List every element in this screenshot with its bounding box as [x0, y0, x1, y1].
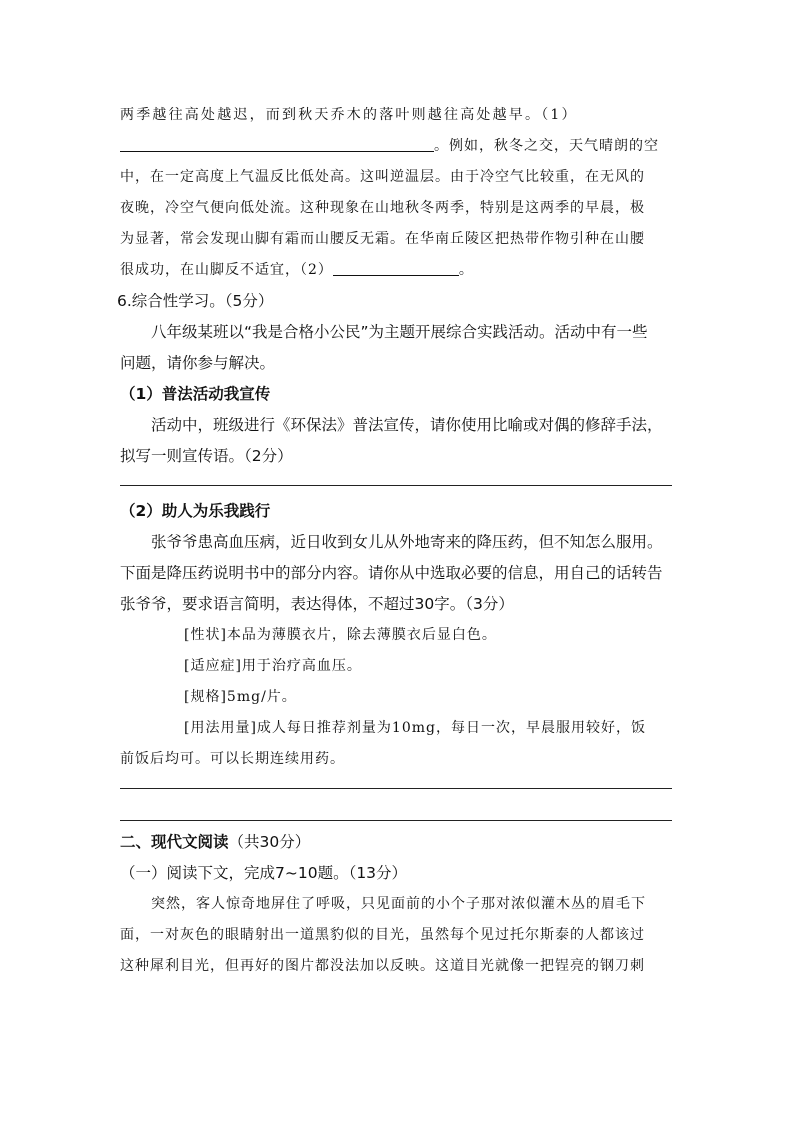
instructions-properties: [性状]本品为薄膜衣片，除去薄膜衣后显白色。: [184, 627, 497, 643]
reading-text-line-1: 突然，客人惊奇地屏住了呼吸，只见面前的小个子那对浓似灌木丛的眉毛下: [151, 896, 646, 912]
passage-line-4: 夜晚，冷空气便向低处流。这种现象在山地秋冬两季，特别是这两季的早晨，极: [120, 200, 645, 216]
passage-line-6-end: 。: [458, 262, 474, 278]
question-6-intro-line-2: 问题，请你参与解决。: [120, 354, 276, 372]
part-1-title: （1）普法活动我宣传: [120, 385, 271, 403]
passage-line-3: 中，在一定高度上气温反比低处高。这叫逆温层。由于冷空气比较重，在无风的: [120, 169, 645, 185]
passage-line-6-text: 很成功，在山脚反不适宜，（2）: [120, 262, 333, 278]
passage-line-5: 为显著，常会发现山脚有霜而山腰反无霜。在华南丘陵区把热带作物引种在山腰: [120, 231, 645, 247]
instructions-dosage-line-2: 前饭后均可。可以长期连续用药。: [120, 751, 345, 767]
passage-line-1: 两季越往高处越迟，而到秋天乔木的落叶则越往高处越早。（1）: [120, 107, 578, 123]
reading-text-line-2: 面，一对灰色的眼睛射出一道黑豹似的目光，虽然每个见过托尔斯泰的人都该过: [120, 927, 645, 943]
part-1-line-1: 活动中，班级进行《环保法》普法宣传，请你使用比喻或对偶的修辞手法，: [151, 416, 663, 434]
answer-blank-2[interactable]: [333, 257, 459, 276]
instructions-dosage-line-1: [用法用量]成人每日推荐剂量为10mg，每日一次，早晨服用较好，饭: [184, 720, 646, 736]
passage-line-6: [120, 255, 672, 286]
part-2-title: （2）助人为乐我践行: [120, 502, 271, 520]
instructions-specification: [规格]5mg/片。: [184, 689, 297, 705]
instructions-indications: [适应症]用于治疗高血压。: [184, 658, 362, 674]
passage-line-2-text: 。例如，秋冬之交，天气晴朗的空: [434, 138, 659, 154]
document-content: [117, 100, 672, 982]
question-6-intro-line-1: 八年级某班以“我是合格小公民”为主题开展综合实践活动。活动中有一些: [151, 323, 648, 341]
part-1-line-2: 拟写一则宣传语。（2分）: [120, 447, 293, 465]
part-2-line-1: 张爷爷患高血压病，近日收到女儿从外地寄来的降压药，但不知怎么服用。: [151, 533, 663, 551]
section-2-title-bold: 二、现代文阅读: [120, 833, 229, 851]
section-2-title-score: （共30分）: [228, 833, 311, 851]
answer-blank-1[interactable]: [120, 133, 434, 152]
part-2-line-2: 下面是降压药说明书中的部分内容。请你从中选取必要的信息，用自己的话转告: [120, 564, 663, 582]
section-2-subtitle: （一）阅读下文，完成7~10题。（13分）: [120, 864, 408, 882]
reading-text-line-3: 这种犀利目光，但再好的图片都没法加以反映。这道目光就像一把锃亮的钢刀刺: [120, 958, 645, 974]
part-2-line-3: 张爷爷，要求语言简明，表达得体，不超过30字。（3分）: [120, 595, 514, 613]
passage-line-2: [120, 131, 672, 162]
section-2-title: [120, 827, 672, 858]
question-6-title: 6.综合性学习。（5分）: [117, 292, 274, 310]
